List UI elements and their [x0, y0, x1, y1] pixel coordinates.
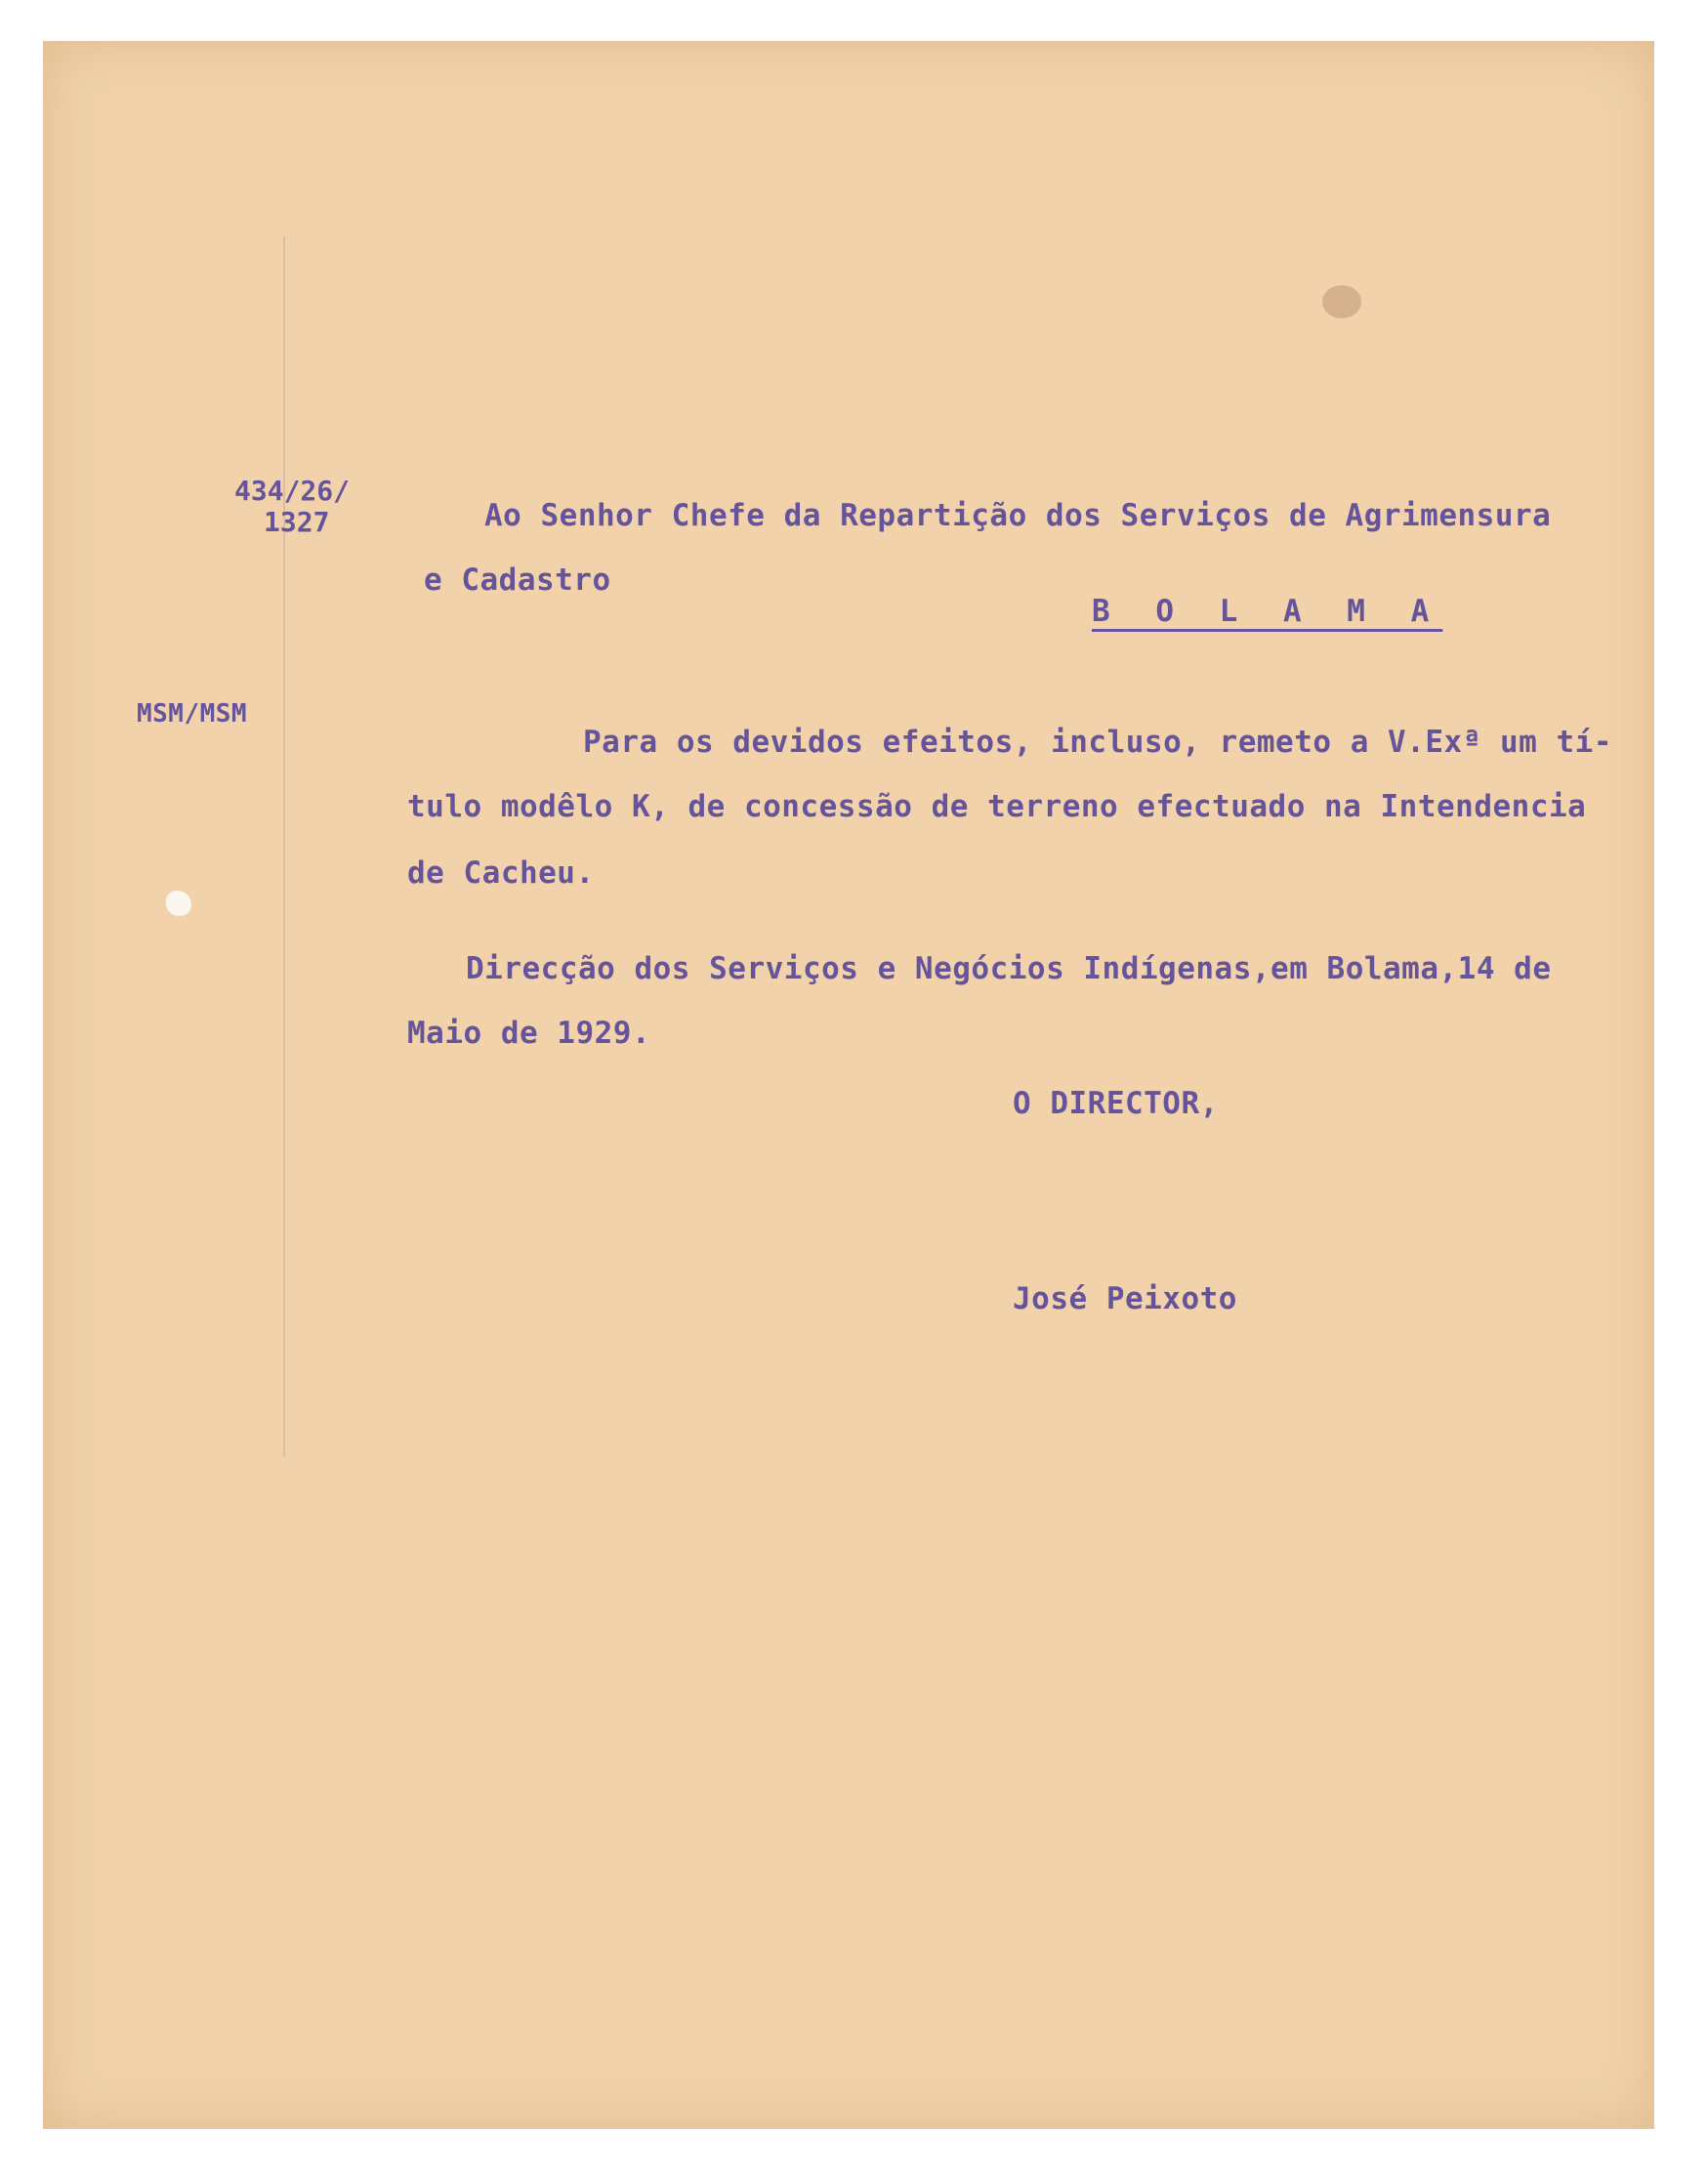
addressee-place: B O L A M A	[1092, 594, 1443, 629]
closing-line1: Direcção dos Serviços e Negócios Indígenas,em Bolama,14 de	[466, 951, 1552, 986]
initials: MSM/MSM	[137, 699, 248, 729]
signatory-name: José Peixoto	[1013, 1281, 1237, 1316]
reference-number-line1: 434/26/	[234, 475, 351, 507]
body-line3: de Cacheu.	[407, 855, 595, 891]
addressee-line2: e Cadastro	[424, 563, 611, 598]
reference-number-line2: 1327	[264, 506, 330, 538]
closing-line2: Maio de 1929.	[407, 1016, 651, 1051]
punch-hole	[166, 891, 191, 916]
ink-stain	[1322, 285, 1361, 318]
signatory-title: O DIRECTOR,	[1013, 1086, 1219, 1121]
bleed-through-text	[590, 588, 995, 622]
addressee-line1: Ao Senhor Chefe da Repartição dos Serviços de Agrimensura	[484, 498, 1552, 533]
letter-page	[43, 41, 1654, 2129]
fold-line	[283, 236, 285, 1457]
body-line1: Para os devidos efeitos, incluso, remeto a V.Exª um tí-	[583, 725, 1612, 760]
body-line2: tulo modêlo K, de concessão de terreno efectuado na Intendencia	[407, 789, 1587, 824]
